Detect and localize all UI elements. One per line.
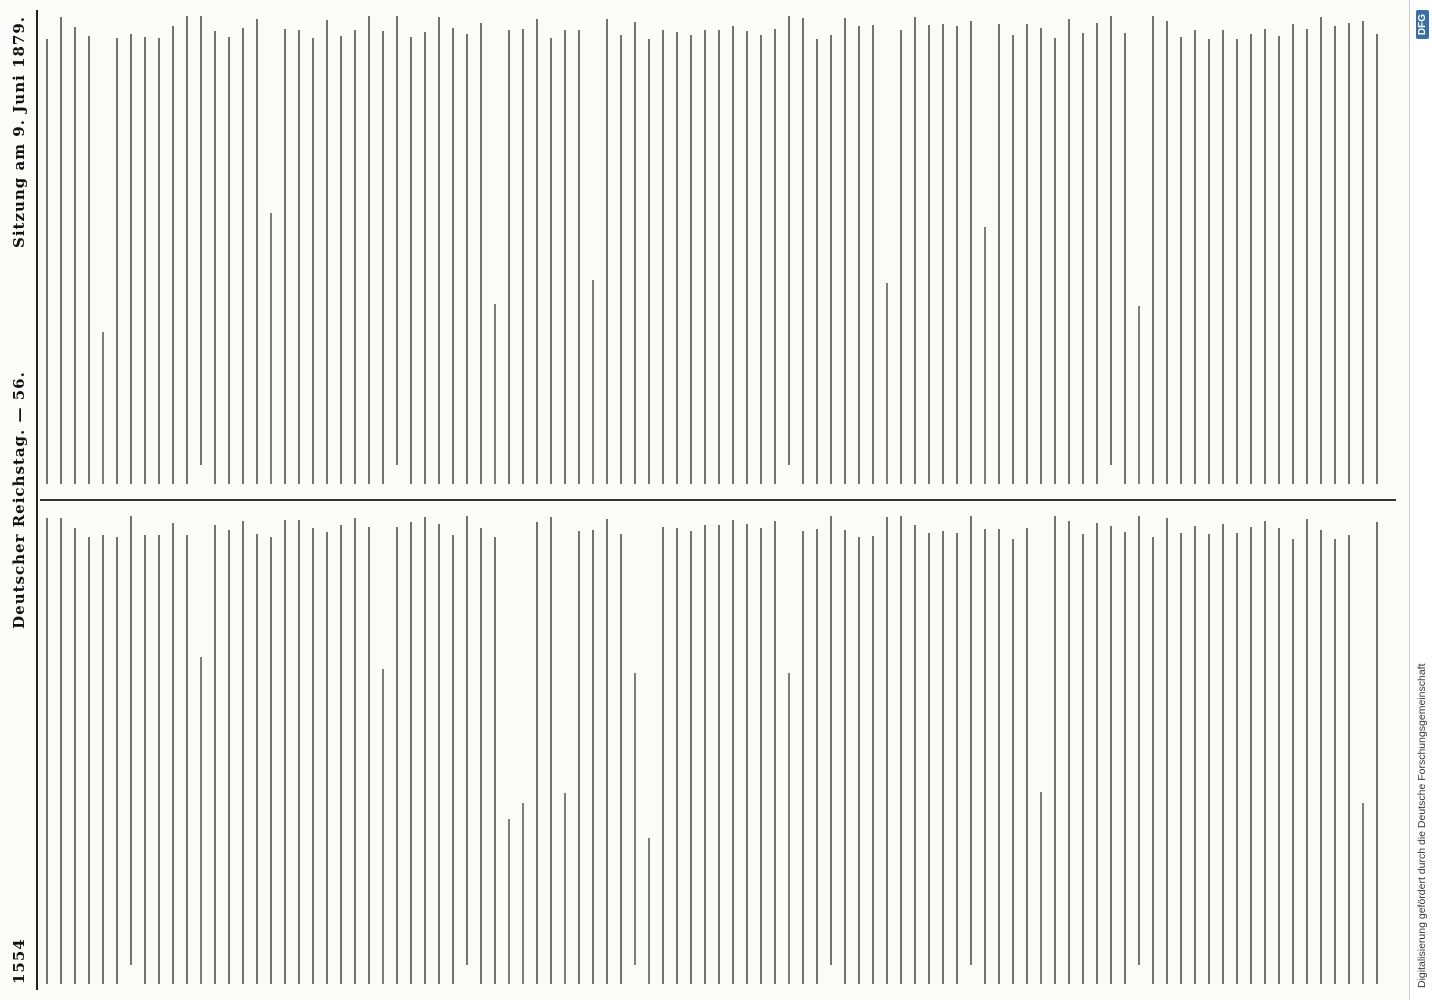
text-line [60, 518, 62, 984]
text-line [1180, 37, 1182, 484]
text-line [578, 30, 580, 484]
text-line [956, 533, 958, 984]
text-line [130, 34, 132, 484]
text-line [1166, 518, 1168, 984]
text-line [1138, 516, 1140, 965]
text-line [116, 537, 118, 984]
text-line [1222, 524, 1224, 984]
text-line [1306, 29, 1308, 484]
text-line [1096, 523, 1098, 984]
text-line [1012, 35, 1014, 484]
text-line [956, 26, 958, 484]
text-line [774, 521, 776, 984]
text-line [1264, 29, 1266, 484]
text-line [284, 29, 286, 484]
text-line [802, 531, 804, 984]
text-line [676, 528, 678, 984]
text-line [228, 530, 230, 984]
text-line [872, 25, 874, 484]
text-line [452, 535, 454, 984]
text-line [914, 525, 916, 984]
text-line [718, 525, 720, 984]
text-line [760, 528, 762, 984]
text-line [270, 213, 272, 484]
text-line [522, 803, 524, 984]
text-line [480, 528, 482, 984]
text-line [466, 34, 468, 484]
text-line [550, 517, 552, 984]
text-line [760, 35, 762, 484]
text-line [858, 26, 860, 484]
text-line [564, 30, 566, 484]
text-line [844, 18, 846, 484]
text-line [606, 19, 608, 484]
text-line [1124, 33, 1126, 484]
text-line [900, 516, 902, 984]
text-line [620, 534, 622, 984]
text-line [634, 22, 636, 484]
text-line [1194, 526, 1196, 984]
text-line [1250, 527, 1252, 984]
text-line [382, 31, 384, 484]
text-line [718, 30, 720, 484]
text-line [214, 525, 216, 984]
text-line [1152, 537, 1154, 984]
text-line [1348, 535, 1350, 984]
text-line [732, 26, 734, 484]
text-line [1152, 16, 1154, 484]
text-line [396, 527, 398, 984]
text-line [1376, 522, 1378, 984]
text-line [1264, 521, 1266, 984]
text-line [1208, 39, 1210, 484]
text-line [1096, 23, 1098, 484]
text-line [648, 838, 650, 984]
text-line [1040, 792, 1042, 984]
text-line [886, 283, 888, 484]
text-line [998, 24, 1000, 484]
text-line [354, 518, 356, 984]
text-line [158, 38, 160, 484]
text-column-left [46, 516, 1406, 984]
text-line [298, 30, 300, 484]
text-line [172, 27, 174, 485]
text-line [424, 517, 426, 984]
text-line [1222, 30, 1224, 484]
session-date: Sitzung am 9. Juni 1879. [10, 16, 28, 248]
text-line [1334, 26, 1336, 484]
text-line [970, 21, 972, 484]
header-rule [36, 10, 38, 990]
text-line [606, 519, 608, 984]
text-line [144, 535, 146, 984]
text-line [1334, 539, 1336, 984]
text-line [1292, 539, 1294, 984]
text-line [200, 657, 202, 984]
text-line [816, 39, 818, 484]
text-line [228, 37, 230, 484]
text-line [564, 793, 566, 984]
text-line [1054, 516, 1056, 984]
text-line [116, 38, 118, 484]
text-line [676, 32, 678, 484]
page-number: 1554 [10, 938, 28, 984]
text-line [480, 23, 482, 484]
text-line [1082, 33, 1084, 484]
text-line [396, 16, 398, 465]
text-line [200, 16, 202, 465]
text-line [536, 522, 538, 984]
text-line [998, 529, 1000, 984]
text-line [340, 525, 342, 984]
text-line [648, 39, 650, 484]
text-line [270, 538, 272, 985]
text-line [984, 227, 986, 484]
text-line [102, 535, 104, 984]
text-line [242, 521, 244, 984]
text-line [186, 535, 188, 984]
digitization-footer [1409, 0, 1432, 1000]
text-line [1054, 38, 1056, 484]
text-line [1320, 530, 1322, 984]
text-line [872, 536, 874, 984]
text-line [522, 29, 524, 484]
text-line [312, 38, 314, 484]
text-line [984, 529, 986, 984]
text-line [774, 29, 776, 484]
text-line [1026, 24, 1028, 484]
text-line [46, 39, 48, 484]
text-line [928, 533, 930, 984]
text-line [410, 37, 412, 484]
text-line [1320, 17, 1322, 484]
text-line [550, 38, 552, 484]
text-line [382, 669, 384, 984]
text-line [102, 332, 104, 484]
text-line [60, 17, 62, 484]
text-line [844, 530, 846, 984]
text-line [1026, 528, 1028, 984]
text-line [46, 518, 48, 984]
text-line [690, 531, 692, 984]
text-line [368, 16, 370, 484]
text-line [970, 516, 972, 965]
text-line [1362, 21, 1364, 484]
text-line [578, 531, 580, 984]
text-line [816, 529, 818, 984]
text-line [438, 524, 440, 984]
text-line [704, 525, 706, 984]
text-line [928, 25, 930, 484]
text-line [746, 524, 748, 984]
text-line [746, 31, 748, 484]
text-line [662, 527, 664, 984]
text-line [438, 17, 440, 484]
text-line [1236, 533, 1238, 984]
text-line [1138, 306, 1140, 484]
text-line [1362, 803, 1364, 984]
text-line [1040, 28, 1042, 484]
text-line [942, 24, 944, 484]
text-line [158, 535, 160, 984]
text-line [256, 534, 258, 984]
text-line [1082, 534, 1084, 984]
text-line [1376, 34, 1378, 484]
text-line [900, 30, 902, 484]
text-line [494, 537, 496, 984]
text-line [326, 20, 328, 484]
text-line [494, 304, 496, 484]
text-line [242, 28, 244, 484]
text-line [592, 280, 594, 484]
text-line [172, 523, 174, 984]
text-line [1208, 534, 1210, 984]
text-line [130, 516, 132, 965]
text-line [1194, 30, 1196, 484]
text-column-right [46, 16, 1406, 484]
text-line [186, 16, 188, 484]
text-line [74, 528, 76, 984]
text-line [1348, 23, 1350, 484]
text-line [354, 30, 356, 484]
text-line [410, 522, 412, 984]
page-header [4, 10, 34, 990]
text-line [1306, 519, 1308, 984]
text-line [74, 27, 76, 484]
text-line [662, 30, 664, 484]
text-line [508, 819, 510, 984]
text-line [298, 520, 300, 984]
text-line [326, 532, 328, 984]
column-divider [40, 499, 1396, 501]
text-line [830, 516, 832, 965]
text-line [592, 530, 594, 984]
text-line [144, 37, 146, 484]
text-line [634, 673, 636, 965]
text-line [942, 531, 944, 984]
text-line [1068, 19, 1070, 484]
text-line [340, 36, 342, 484]
text-line [368, 527, 370, 984]
dfg-logo: DFG [1416, 10, 1429, 39]
text-line [858, 537, 860, 984]
running-title: Deutscher Reichstag. — 56. [10, 371, 28, 629]
text-line [1110, 16, 1112, 465]
text-line [88, 537, 90, 984]
text-line [214, 31, 216, 484]
text-line [1068, 521, 1070, 984]
text-line [914, 17, 916, 484]
digitization-note: Digitalisierung gefördert durch die Deutsche Forschungsgemeinschaft [1416, 663, 1428, 988]
text-line [256, 19, 258, 484]
text-line [508, 30, 510, 484]
text-line [1180, 533, 1182, 984]
text-line [452, 28, 454, 484]
text-line [1124, 532, 1126, 984]
text-line [536, 19, 538, 484]
text-line [466, 516, 468, 965]
text-line [802, 18, 804, 484]
text-line [1278, 36, 1280, 484]
text-line [732, 520, 734, 984]
text-line [312, 528, 314, 984]
text-line [424, 32, 426, 484]
text-line [620, 35, 622, 484]
text-line [830, 35, 832, 484]
text-line [1166, 21, 1168, 484]
text-line [88, 36, 90, 484]
text-line [704, 30, 706, 484]
text-line [1110, 526, 1112, 984]
text-line [1236, 39, 1238, 484]
text-line [1012, 539, 1014, 984]
text-line [284, 520, 286, 984]
text-line [1292, 24, 1294, 484]
text-line [886, 517, 888, 984]
text-line [788, 16, 790, 465]
text-line [788, 673, 790, 984]
text-line [1278, 528, 1280, 984]
text-line [690, 35, 692, 484]
text-line [1250, 34, 1252, 484]
